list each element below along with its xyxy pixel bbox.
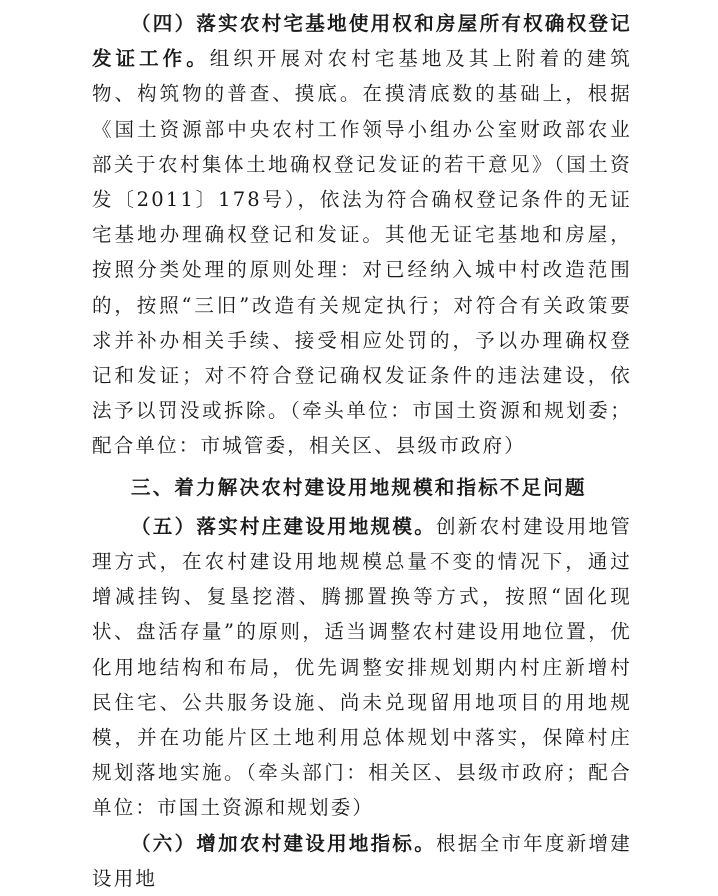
section-4-body: 组织开展对农村宅基地及其上附着的建筑物、构筑物的普查、摸底。在摸清底数的基础上，根据《国土资源部中央农村工作领导小组办公室财政部农业部关于农村集体土地确权登记发证的若干意见》（国土资发〔2011〕178号），依法为符合确权登记条件的无证宅基地办理确权登记和发证。其他无证宅基地和房屋，按照分类处理的原则处理：对已经纳入城中村改造范围的，按照“三旧”改造有关规定执行；对符合有关政策要求并补办相关手续、接受相应处罚的，予以办理确权登记和发证；对不符合登记确权发证条件的违法建设，依法予以罚没或拆除。（牵头单位：市国土资源和规划委；配合单位：市城管委，相关区、县级市政府） bbox=[92, 47, 632, 458]
section-5-lead: （五）落实村庄建设用地规模。 bbox=[131, 514, 436, 538]
paragraph-section-6 bbox=[92, 826, 632, 896]
section-4-lead: （四）落实农村宅基地使用权和房屋所有权确权登记发证工作。 bbox=[92, 12, 632, 71]
section-6-body: 根据全市年度新增建设用地 bbox=[92, 831, 632, 890]
section-5-body: 创新农村建设用地管理方式，在农村建设用地规模总量不变的情况下，通过增减挂钩、复垦挖潜、腾挪置换等方式，按照“固化现状、盘活存量”的原则，适当调整农村建设用地位置，优化用地结构和布局，优先调整安排规划期内村庄新增村民住宅、公共服务设施、尚未兑现留用地项目的用地规模，并在功能片区土地利用总体规划中落实，保障村庄规划落地实施。（牵头部门：相关区、县级市政府；配合单位：市国土资源和规划委） bbox=[92, 514, 632, 820]
section-heading-3: 三、着力解决农村建设用地规模和指标不足问题 bbox=[131, 475, 587, 499]
paragraph-section-5 bbox=[92, 509, 632, 826]
document-page bbox=[92, 6, 632, 896]
section-6-lead: （六）增加农村建设用地指标。 bbox=[131, 831, 436, 855]
paragraph-section-4 bbox=[92, 6, 632, 464]
